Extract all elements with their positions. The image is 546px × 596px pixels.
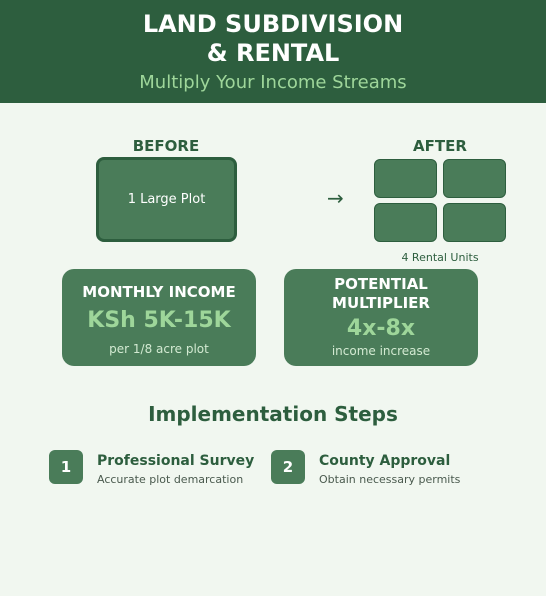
rental-unit-1 [374, 159, 437, 198]
multiplier-value: 4x-8x [346, 316, 416, 341]
step-number-badge: 2 [271, 450, 305, 484]
after-label: AFTER [413, 137, 467, 155]
rental-unit-2 [443, 159, 506, 198]
monthly-income-card [62, 269, 256, 366]
rental-unit-4 [443, 203, 506, 242]
multiplier-card [284, 269, 478, 366]
step-number-badge: 1 [49, 450, 83, 484]
step-description: Accurate plot demarcation [97, 473, 244, 486]
rental-units-caption: 4 Rental Units [401, 251, 479, 264]
monthly-income-value: KSh 5K-15K [87, 308, 231, 333]
arrow-right-icon: → [327, 186, 344, 210]
step-title: County Approval [319, 453, 451, 469]
page-title [0, 10, 546, 68]
monthly-income-title: MONTHLY INCOME [82, 283, 236, 301]
implementation-title: Implementation Steps [148, 402, 398, 426]
large-plot-box [96, 157, 237, 242]
multiplier-title-line-2: MULTIPLIER [332, 294, 430, 312]
header-banner [0, 0, 546, 103]
multiplier-title-line-1: POTENTIAL [334, 275, 428, 293]
large-plot-label: 1 Large Plot [127, 192, 206, 207]
step-title: Professional Survey [97, 453, 255, 469]
monthly-income-note: per 1/8 acre plot [109, 342, 209, 356]
page-subtitle: Multiply Your Income Streams [139, 72, 407, 93]
step-description: Obtain necessary permits [319, 473, 461, 486]
multiplier-title [284, 275, 478, 313]
multiplier-note: income increase [331, 344, 431, 358]
title-line-2: & RENTAL [206, 39, 340, 67]
title-line-1: LAND SUBDIVISION [142, 10, 404, 38]
before-label: BEFORE [132, 137, 200, 155]
rental-unit-3 [374, 203, 437, 242]
